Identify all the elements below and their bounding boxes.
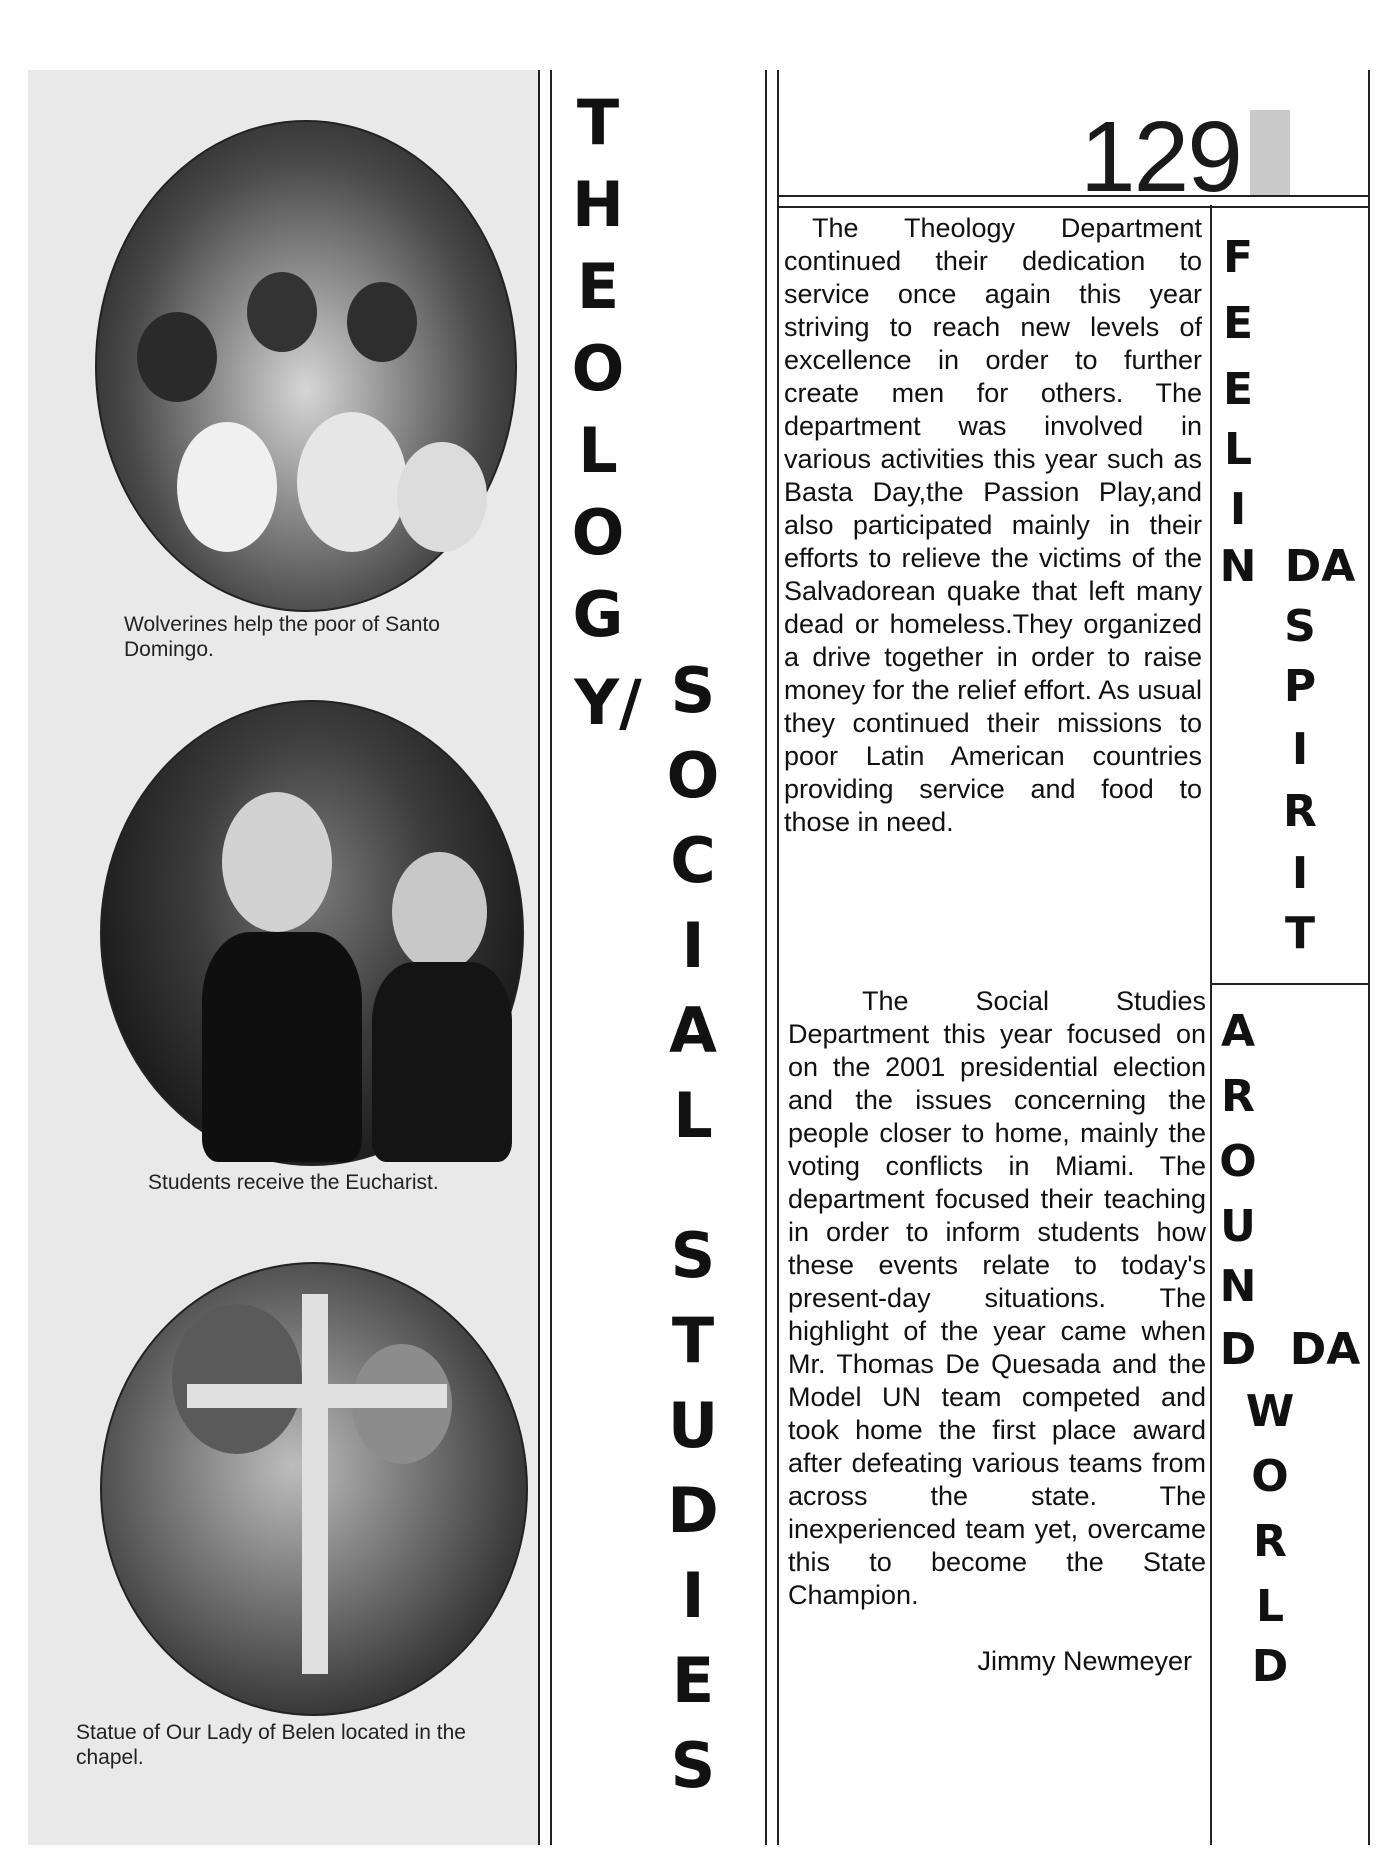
title-letter: T	[576, 86, 620, 159]
theology-article: The Theology Department continued their dedication to service once again this year striving to reach new levels of excellence in order to further create men for others. The department was involved in various activities this year such as Basta Day,the Passion Play,and also participated mainly in their efforts to relieve the victims of the Salvadorean quake that left many dead or homeless.They organized a drive together in order to raise money for the relief effort. As usual they continued their missions to poor Latin American countries providing service and food to those in need.	[784, 213, 1202, 837]
sidebar-word-da: DA	[1284, 541, 1356, 592]
sidebar-divider	[1210, 983, 1368, 985]
sidebar-letter: U	[1220, 1201, 1256, 1252]
column-rule	[777, 70, 779, 1845]
sidebar-letter: F	[1222, 232, 1254, 283]
title-letter: S	[670, 654, 716, 727]
title-letter: E	[671, 1644, 715, 1717]
title-letter: L	[578, 414, 618, 487]
title-letter: I	[681, 1559, 705, 1632]
column-rule	[765, 70, 767, 1845]
sidebar-letter: O	[1219, 1136, 1257, 1187]
title-letter: O	[666, 739, 720, 812]
title-letter: S	[670, 1219, 716, 1292]
title-letter: E	[576, 250, 620, 323]
column-rule	[1368, 70, 1370, 1845]
sidebar-letter: I	[1229, 484, 1247, 535]
title-letter: I	[681, 909, 705, 982]
photo-caption: Students receive the Eucharist.	[148, 1171, 439, 1194]
sidebar-letter: N	[1219, 541, 1257, 592]
sidebar-letter: A	[1220, 1006, 1256, 1057]
title-letter: G	[572, 578, 624, 651]
sidebar-letter: R	[1283, 786, 1317, 837]
sidebar-letter: L	[1255, 1581, 1285, 1632]
photo-caption: Wolverines help the poor of Santo Domingo.	[124, 613, 440, 661]
sidebar-letter: O	[1251, 1451, 1289, 1502]
column-rule	[538, 70, 540, 1845]
sidebar-word-da: DA	[1289, 1324, 1361, 1375]
photo-statue	[100, 1262, 528, 1716]
sidebar-letter: D	[1219, 1324, 1257, 1375]
title-letter: U	[667, 1389, 719, 1462]
title-letter: C	[670, 824, 716, 897]
article-author: Jimmy Newmeyer	[977, 1646, 1192, 1676]
sidebar-letter: R	[1221, 1071, 1255, 1122]
photo-eucharist	[100, 700, 524, 1166]
page-number: 129	[1080, 101, 1241, 213]
sidebar-letter: S	[1284, 601, 1316, 652]
title-letter: Y/	[574, 666, 642, 739]
title-letter: O	[571, 496, 625, 569]
sidebar-letter: L	[1223, 424, 1253, 475]
title-letter: H	[572, 168, 624, 241]
title-letter: T	[671, 1304, 715, 1377]
sidebar-letter: P	[1283, 661, 1317, 712]
header-band	[1250, 110, 1290, 195]
photo-wolverines	[95, 120, 517, 612]
photo-caption: Statue of Our Lady of Belen located in the chapel.	[76, 1721, 466, 1769]
sidebar-letter: D	[1251, 1641, 1289, 1692]
sidebar-letter: I	[1291, 724, 1309, 775]
title-letter: S	[670, 1729, 716, 1802]
sidebar-letter: R	[1253, 1516, 1287, 1567]
sidebar-letter: W	[1245, 1386, 1295, 1437]
column-rule	[550, 70, 552, 1845]
sidebar-letter: I	[1291, 848, 1309, 899]
title-letter: O	[571, 332, 625, 405]
title-letter: L	[673, 1079, 713, 1152]
social-studies-article: The Social Studies Department this year focused on on the 2001 presidential election and the issues concerning the people closer to home, mainly the voting conflicts in Miami. The department focused their teaching in order to inform students how these events relate to today's present-day situations. The highlight of the year came when Mr. Thomas De Quesada and the Model UN team competed and took home the first place award after defeating various teams from across the state. The inexperienced team yet, overcame this to become the State Champion.	[788, 986, 1206, 1610]
sidebar-letter: E	[1222, 298, 1254, 349]
title-letter: D	[667, 1474, 719, 1547]
sidebar-letter: E	[1222, 364, 1254, 415]
header-rule	[777, 206, 1368, 208]
header-rule	[777, 195, 1368, 197]
sidebar-letter: N	[1219, 1261, 1257, 1312]
sidebar-letter: T	[1284, 908, 1315, 959]
title-letter: A	[669, 994, 717, 1067]
